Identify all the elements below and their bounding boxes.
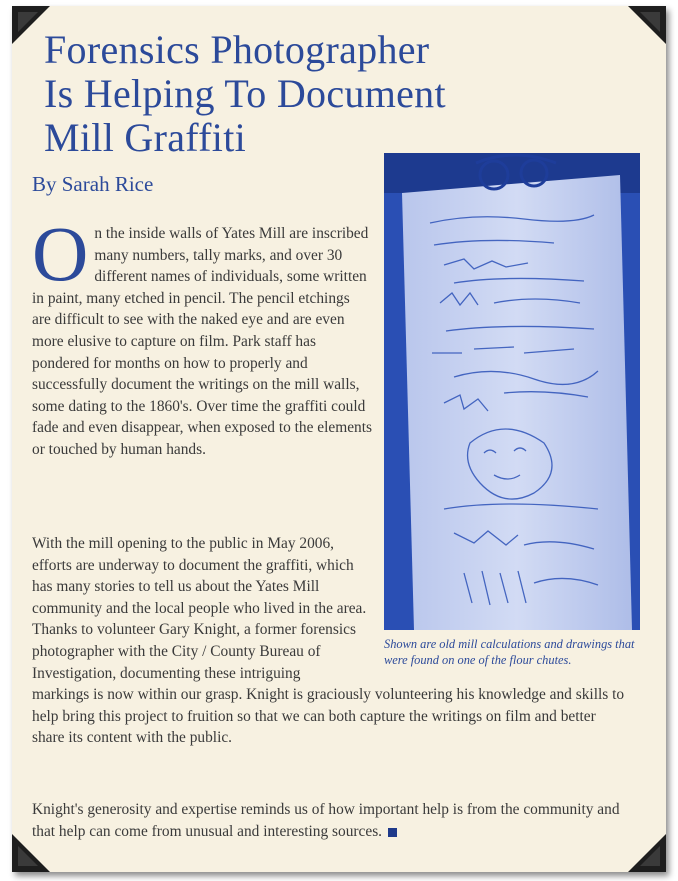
byline: By Sarah Rice [32, 172, 154, 196]
paragraph-1 [32, 210, 372, 461]
title-line-3: Mill Graffiti [44, 115, 247, 160]
title-line-1: Forensics Photographer [44, 27, 430, 72]
paragraph-3 [32, 799, 632, 842]
paragraph-3-text: Knight's generosity and expertise reminds us of how important help is from the community and that help can come from unusual and interesting sources. [32, 801, 620, 840]
paragraph-2-wide-text: markings is now within our grasp. Knight is graciously volunteering his knowledge and skills to help bring this project to fruition so that we can both capture the writings on film and better share its content with the public. [32, 686, 625, 747]
photo-corner-icon [628, 834, 666, 872]
paragraph-2-narrow-text: With the mill opening to the public in May 2006, efforts are underway to document the graffiti, which has many stories to tell us about the Yates Mill community and the local people who lived in the area. Thanks to volunteer Gary Knight, a former forensics photographer with the City / County Bureau of Investigation, documenting these intriguing [32, 535, 367, 682]
paragraph-2 [32, 533, 632, 749]
photo-corner-icon [628, 6, 666, 44]
article-title [44, 28, 604, 160]
drop-cap: O [32, 210, 89, 297]
photo-corner-icon [12, 834, 50, 872]
title-line-2: Is Helping To Document [44, 71, 446, 116]
paragraph-1-text: n the inside walls of Yates Mill are inscribed many numbers, tally marks, and over 30 different names of individuals, some written in paint, many etched in pencil. The pencil etchings are difficult to see with the naked eye and are even more elusive to capture on film. Park staff has pondered for months on how to properly and successfully document the writings on the mill walls, some dating to the 1860's. Over time the graffiti could fade and even disappear, when exposed to the elements or touched by human hands. [32, 225, 372, 458]
end-square-icon [388, 828, 397, 837]
photo-corner-icon [12, 6, 50, 44]
photo-caption: Shown are old mill calculations and drawings that were found on one of the flour chutes. [384, 637, 635, 667]
